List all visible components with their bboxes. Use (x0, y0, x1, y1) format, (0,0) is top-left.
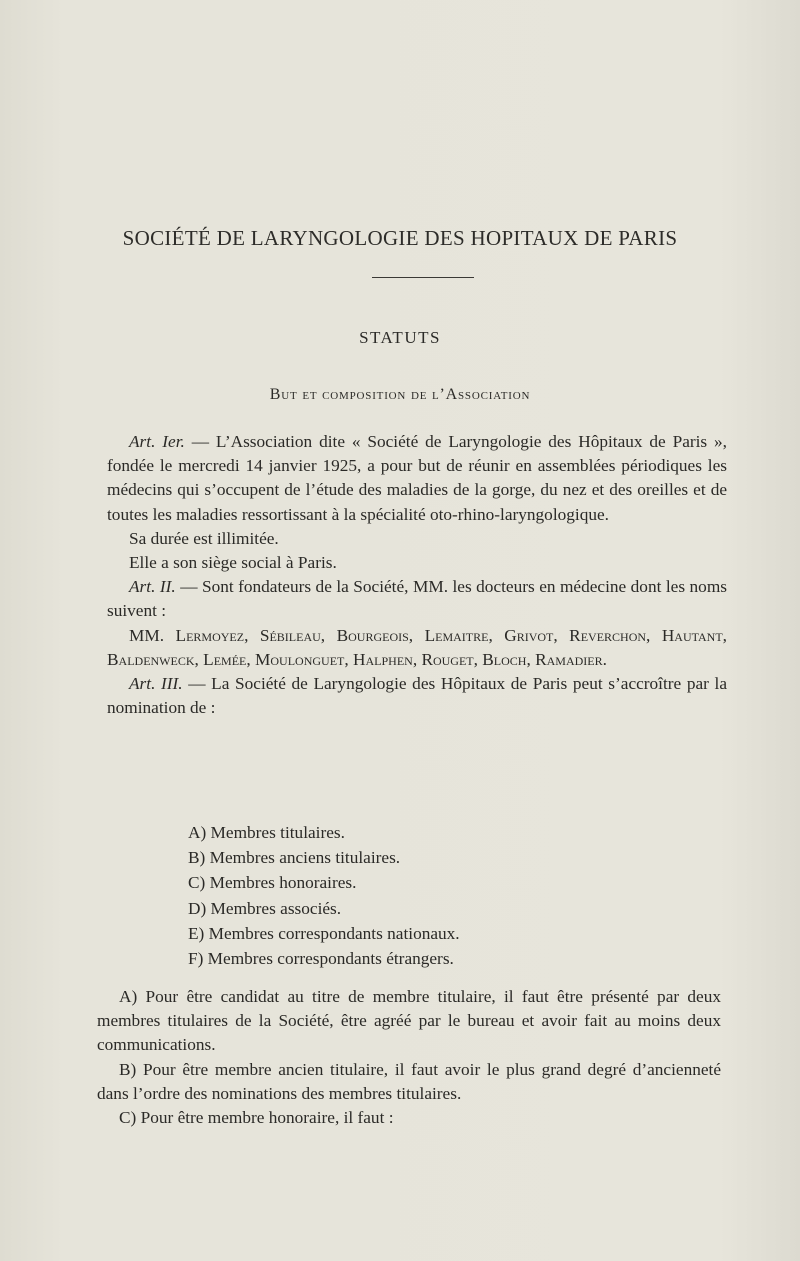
article-3-text: — La Société de Laryngologie des Hôpitaux de Paris peut s’accroître par la nomination de : (107, 674, 728, 718)
article-1-seat: Elle a son siège social à Paris. (129, 553, 337, 573)
member-categories (188, 820, 460, 971)
title-divider (372, 277, 474, 278)
article-2-label: Art. II. (129, 577, 176, 597)
list-item: E) Membres correspondants nationaux. (188, 923, 460, 943)
condition-c: C) Pour être membre honoraire, il faut : (119, 1108, 394, 1128)
list-item: D) Membres associés. (188, 898, 342, 918)
conditions-body (97, 985, 721, 1130)
article-2 (107, 575, 727, 623)
article-2-text: — Sont fondateurs de la Société, MM. les docteurs en médecine dont les noms suivent : (107, 577, 727, 621)
article-1-duration: Sa durée est illimitée. (129, 528, 279, 548)
society-title: SOCIÉTÉ DE LARYNGOLOGIE DES HOPITAUX DE PARIS (122, 226, 678, 250)
article-1 (107, 430, 727, 527)
condition-a: A) Pour être candidat au titre de membre titulaire, il faut être présenté par deux membres titulaires de la Société, être agréé par le bureau et avoir fait au moins deux communications. (97, 987, 721, 1055)
condition-b: B) Pour être membre ancien titulaire, il faut avoir le plus grand degré d’ancienneté dans l’ordre des nominations des membres titulaires. (97, 1059, 721, 1103)
article-3 (107, 672, 727, 720)
founders-list: MM. Lermoyez, Sébileau, Bourgeois, Lemaitre, Grivot, Reverchon, Hautant, Baldenweck, Lemée, Moulonguet, Halphen, Rouget, Bloch, Ramadier. (107, 625, 727, 669)
article-1-label: Art. Ier. (129, 432, 185, 451)
list-item: B) Membres anciens titulaires. (188, 848, 401, 868)
list-item: A) Membres titulaires. (188, 823, 345, 842)
document-title: STATUTS (359, 328, 441, 347)
article-3-label: Art. III. (129, 674, 183, 694)
list-item: C) Membres honoraires. (188, 873, 357, 893)
article-1-text: — L’Association dite « Société de Laryngologie des Hôpitaux de Paris », fondée le mercredi 14 janvier 1925, a pour but de réunir en assemblées périodiques les médecins qui s’occupent de l’étude des maladies de la gorge, du nez et des oreilles et de toutes les maladies ressortissant à la spécialité oto-rhino-laryngologique. (107, 432, 727, 524)
articles-body (107, 430, 727, 720)
list-item: F) Membres correspondants étrangers. (188, 949, 454, 969)
section-heading: But et composition de l’Association (269, 386, 531, 403)
